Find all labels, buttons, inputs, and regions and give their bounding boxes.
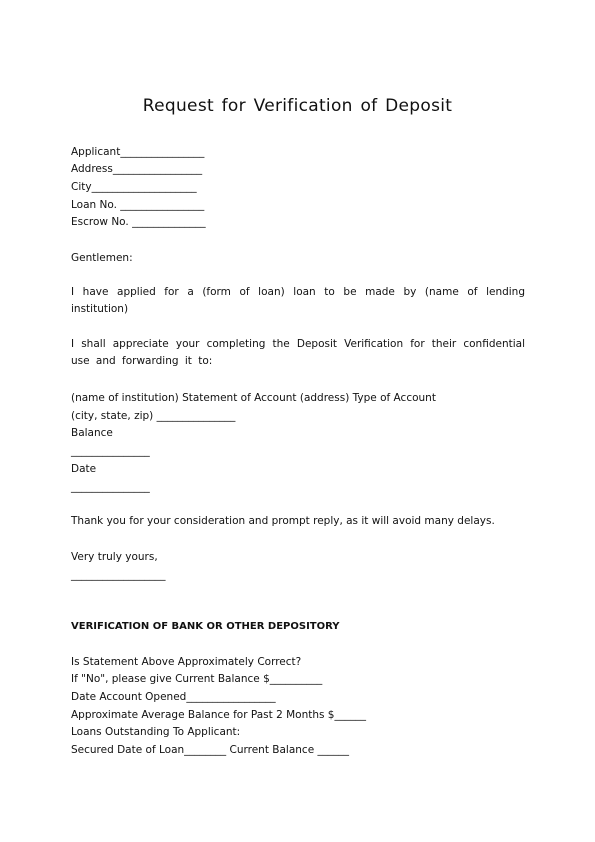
paragraph-loan: I have applied for a (form of loan) loan to be made by (name of lending institution): [71, 286, 525, 315]
loan-no-field: Loan No. ________________: [71, 199, 205, 211]
balance-blank: _______________: [71, 445, 150, 457]
verification-line: Secured Date of Loan________ Current Balance ______: [71, 744, 349, 756]
city-field: City____________________: [71, 181, 197, 193]
balance-label: Balance: [71, 427, 113, 439]
institution-line: (name of institution) Statement of Account (address) Type of Account: [71, 392, 436, 404]
date-label: Date: [71, 463, 97, 475]
verification-line: Date Account Opened_________________: [71, 691, 276, 703]
thanks-line: Thank you for your consideration and prompt reply, as it will avoid many delays.: [71, 515, 495, 527]
verification-line: Is Statement Above Approximately Correct?: [71, 656, 302, 668]
signature-blank: __________________: [71, 569, 166, 581]
city-state-zip-line: (city, state, zip) _______________: [71, 410, 236, 422]
verification-line: If "No", please give Current Balance $__________: [71, 673, 323, 685]
salutation: Gentlemen:: [71, 252, 133, 264]
escrow-no-field: Escrow No. ______________: [71, 216, 206, 228]
date-blank: _______________: [71, 481, 150, 493]
verification-line: Loans Outstanding To Applicant:: [71, 726, 241, 738]
applicant-field: Applicant________________: [71, 146, 205, 158]
verification-line: Approximate Average Balance for Past 2 Months $______: [71, 709, 366, 721]
address-field: Address_________________: [71, 163, 203, 175]
section-heading: VERIFICATION OF BANK OR OTHER DEPOSITORY: [71, 621, 340, 632]
document-title: Request for Verification of Deposit: [142, 96, 453, 116]
paragraph-request: I shall appreciate your completing the Deposit Verification for their confidential use and forwarding it to:: [71, 338, 525, 367]
closing: Very truly yours,: [71, 551, 158, 563]
